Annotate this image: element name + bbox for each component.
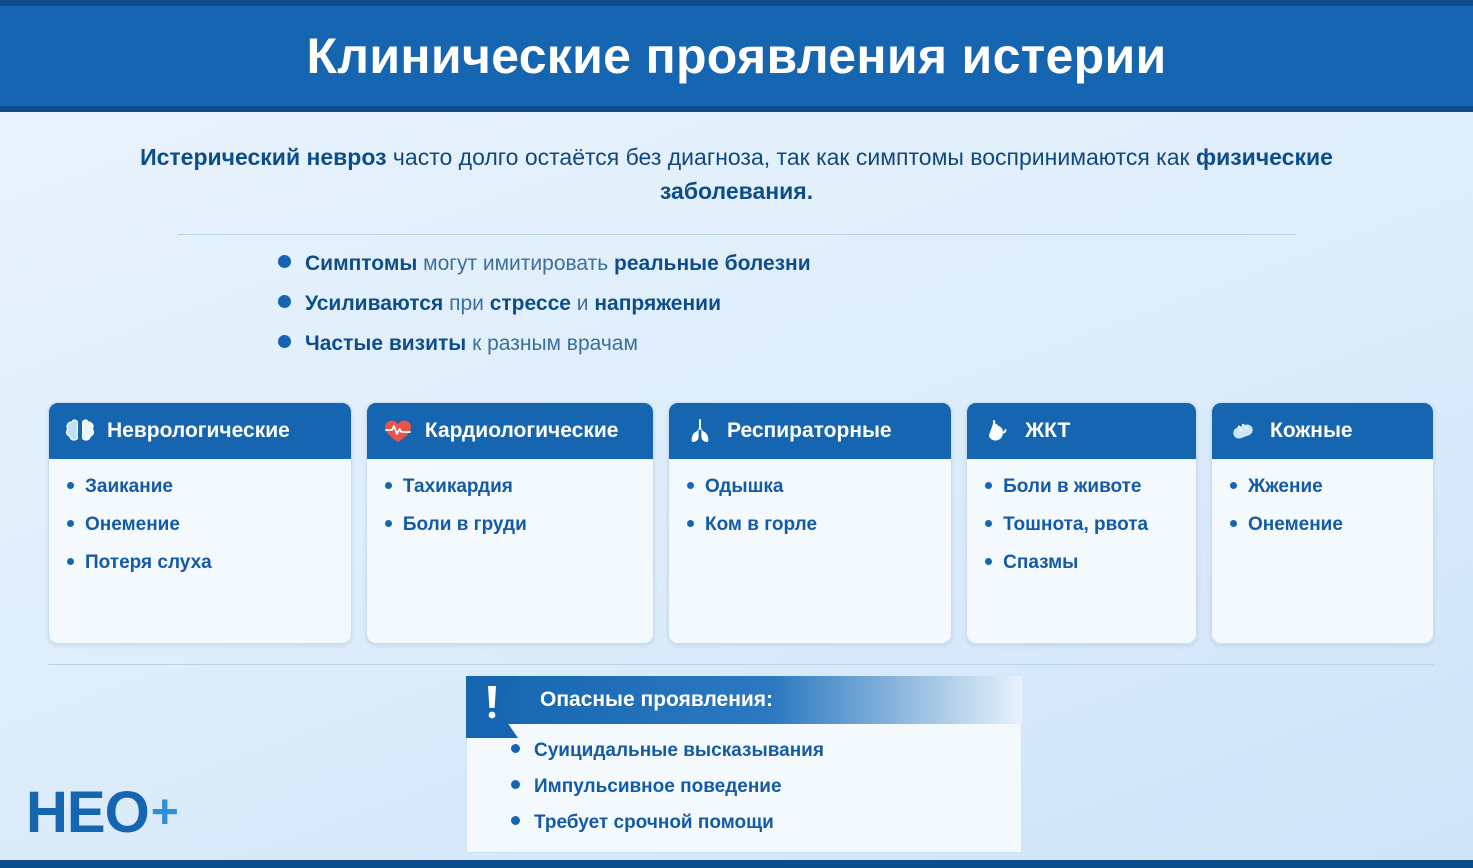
- danger-body: [466, 724, 1022, 853]
- list-item: [385, 513, 639, 537]
- intro-middle: часто долго остаётся без диагноза, так как симптомы воспринимаются как: [386, 144, 1196, 170]
- bullet-dot-icon: [385, 520, 392, 527]
- bullet-dot-icon: [1230, 482, 1237, 489]
- card-respiratory: [668, 402, 952, 644]
- footer-band: [0, 860, 1473, 868]
- card-title: Кардиологические: [424, 419, 619, 442]
- card-cardiological: [366, 402, 654, 644]
- bullet-dot-icon: [985, 482, 992, 489]
- list-item-text: Онемение: [85, 514, 180, 535]
- card-gastrointestinal: [966, 402, 1197, 644]
- list-item-text: Ком в горле: [704, 514, 818, 535]
- list-item-text: Тахикардия: [402, 476, 513, 497]
- divider-bottom: [48, 664, 1434, 665]
- card-title: Неврологические: [107, 419, 290, 442]
- bullet-strong-2: стрессе: [489, 292, 571, 315]
- card-header: [367, 403, 653, 459]
- list-item: [511, 740, 1001, 762]
- list-item: [1230, 513, 1419, 537]
- bullet-strong-2: реальные болезни: [614, 252, 811, 275]
- bullet-dot-icon: [985, 558, 992, 565]
- list-item-text: Суицидальные высказывания: [534, 740, 824, 761]
- card-header: [967, 403, 1196, 459]
- list-item: [511, 776, 1001, 798]
- lungs-icon: [683, 416, 717, 446]
- key-points-list: [278, 252, 1178, 372]
- danger-header: [466, 676, 1022, 724]
- warning-icon: [466, 676, 538, 740]
- list-item: [985, 475, 1182, 499]
- card-header: [49, 403, 351, 459]
- card-header: [669, 403, 951, 459]
- list-item-text: Боли в животе: [1003, 476, 1142, 497]
- list-item: [278, 252, 1178, 276]
- card-title: ЖКТ: [1025, 419, 1071, 442]
- card-body: [49, 459, 351, 643]
- list-item-text: [305, 292, 721, 316]
- list-item-text: Потеря слуха: [85, 552, 212, 573]
- logo-plus-icon: +: [150, 786, 179, 839]
- skin-patch-icon: [1226, 416, 1260, 446]
- header-band: [0, 0, 1473, 112]
- bullet-dot-icon: [985, 520, 992, 527]
- list-item: [985, 551, 1182, 575]
- bullet-dot-icon: [511, 744, 520, 753]
- card-body: [669, 459, 951, 643]
- list-item: [687, 475, 937, 499]
- bullet-strong: Симптомы: [305, 252, 418, 275]
- list-item-text: Одышка: [704, 476, 784, 497]
- bullet-strong: Частые визиты: [305, 332, 467, 355]
- card-title: Респираторные: [726, 419, 892, 442]
- list-item: [67, 475, 337, 499]
- card-skin: [1211, 402, 1434, 644]
- logo-text: HEO: [26, 780, 149, 845]
- danger-title: Опасные проявления:: [540, 688, 774, 711]
- list-item-text: Жжение: [1248, 476, 1323, 497]
- list-item: [385, 475, 639, 499]
- bullet-dot-icon: [278, 295, 291, 308]
- list-item-text: Импульсивное поведение: [534, 776, 782, 797]
- bullet-dot-icon: [687, 520, 694, 527]
- list-item-text: [305, 332, 638, 356]
- bullet-dot-icon: [687, 482, 694, 489]
- card-body: [967, 459, 1196, 643]
- bullet-strong-3: напряжении: [594, 292, 721, 315]
- intro-lead: Истерический невроз: [140, 144, 387, 170]
- bullet-dot-icon: [1230, 520, 1237, 527]
- card-body: [1212, 459, 1433, 643]
- list-item-text: [305, 252, 811, 276]
- stomach-icon: [981, 416, 1015, 446]
- card-title: Кожные: [1270, 419, 1353, 442]
- bullet-plain: могут имитировать: [417, 252, 615, 275]
- symptom-category-cards: [48, 402, 1434, 644]
- list-item: [687, 513, 937, 537]
- bullet-dot-icon: [385, 482, 392, 489]
- danger-signs-block: [466, 676, 1022, 853]
- list-item: [985, 513, 1182, 537]
- list-item-text: Требует срочной помощи: [534, 812, 774, 833]
- list-item: [511, 812, 1001, 834]
- bullet-dot-icon: [511, 780, 520, 789]
- bullet-dot-icon: [278, 255, 291, 268]
- list-item-text: Боли в груди: [402, 514, 527, 535]
- list-item-text: Спазмы: [1003, 552, 1079, 573]
- intro-emphasis: физические заболевания.: [659, 144, 1333, 204]
- bullet-dot-icon: [511, 816, 520, 825]
- divider-top: [178, 234, 1296, 235]
- card-neurological: [48, 402, 352, 644]
- bullet-plain-2: и: [570, 292, 595, 315]
- page-title: Клинические проявления истерии: [306, 28, 1167, 84]
- card-body: [367, 459, 653, 643]
- bullet-strong: Усиливаются: [305, 292, 444, 315]
- bullet-dot-icon: [67, 482, 74, 489]
- bullet-dot-icon: [67, 558, 74, 565]
- bullet-plain: при: [443, 292, 490, 315]
- list-item-text: Онемение: [1248, 514, 1343, 535]
- list-item: [67, 551, 337, 575]
- brain-icon: [63, 416, 97, 446]
- bullet-dot-icon: [67, 520, 74, 527]
- list-item-text: Тошнота, рвота: [1003, 514, 1149, 535]
- logo: [26, 782, 179, 844]
- list-item: [278, 332, 1178, 356]
- card-header: [1212, 403, 1433, 459]
- bullet-dot-icon: [278, 335, 291, 348]
- heart-pulse-icon: [381, 416, 415, 446]
- list-item: [67, 513, 337, 537]
- list-item: [278, 292, 1178, 316]
- bullet-plain: к разным врачам: [466, 332, 638, 355]
- list-item: [1230, 475, 1419, 499]
- list-item-text: Заикание: [85, 476, 173, 497]
- intro-paragraph: [110, 140, 1363, 208]
